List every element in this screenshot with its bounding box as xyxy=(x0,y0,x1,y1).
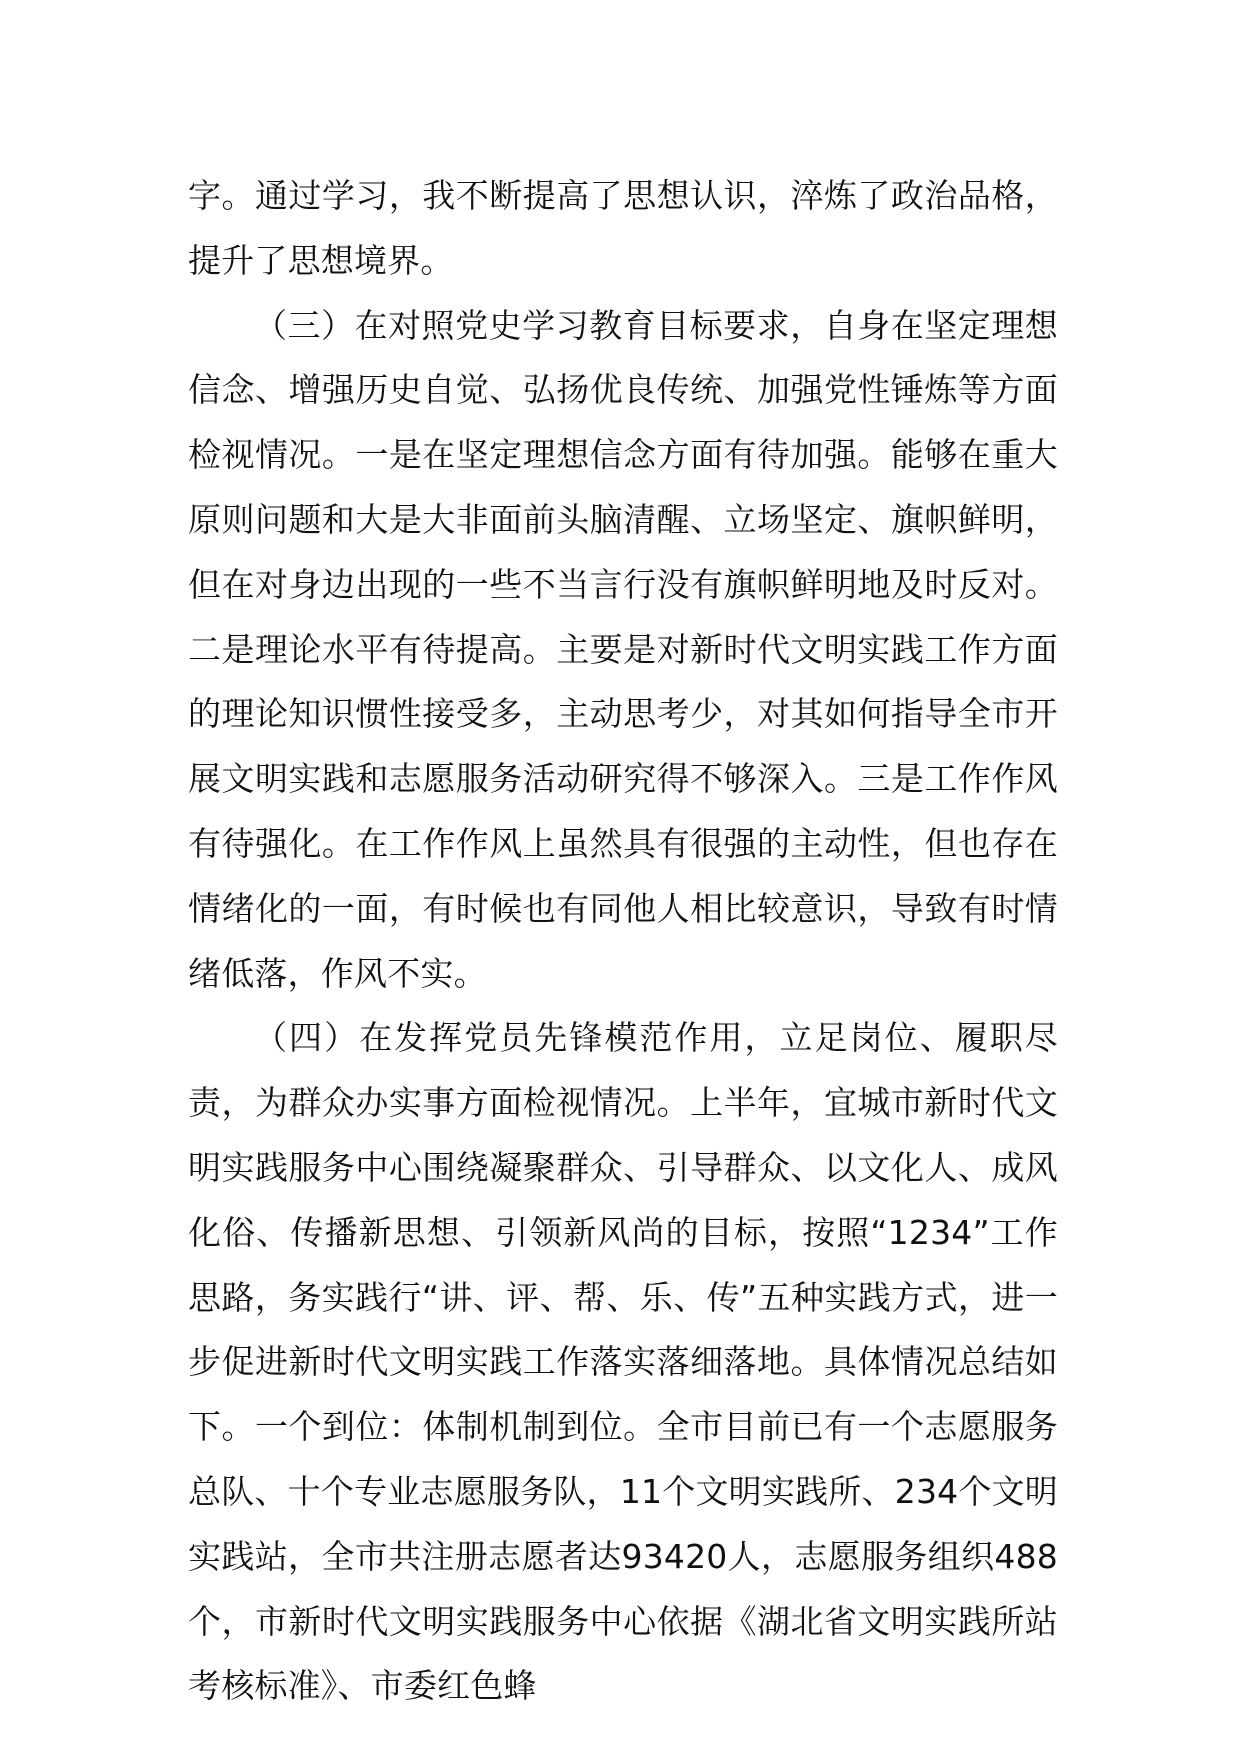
paragraph-continuation: 字。通过学习，我不断提高了思想认识，淬炼了政治品格，提升了思想境界。 xyxy=(188,176,1058,280)
paragraph-section-four: （四）在发挥党员先锋模范作用，立足岗位、履职尽责，为群众办实事方面检视情况。上半年，宜城市新时代文明实践服务中心围绕凝聚群众、引导群众、以文化人、成风化俗、传播新思想、引领新风尚的目标，按照“1234”工作思路，务实践行“讲、评、帮、乐、传”五种实践方式，进一步促进新时代文明实践工作落实落细落地。具体情况总结如下。一个到位：体制机制到位。全市目前已有一个志愿服务总队、十个专业志愿服务队，11个文明实践所、234个文明实践站，全市共注册志愿者达93420人，志愿服务组织488个，市新时代文明实践服务中心依据《湖北省文明实践所站考核标准》、市委红色蜂 xyxy=(188,1018,1058,1706)
document-body xyxy=(188,164,1058,1719)
paragraph-section-three: （三）在对照党史学习教育目标要求，自身在坚定理想信念、增强历史自觉、弘扬优良传统、加强党性锤炼等方面检视情况。一是在坚定理想信念方面有待加强。能够在重大原则问题和大是大非面前头脑清醒、立场坚定、旗帜鲜明，但在对身边出现的一些不当言行没有旗帜鲜明地及时反对。二是理论水平有待提高。主要是对新时代文明实践工作方面的理论知识惯性接受多，主动思考少，对其如何指导全市开展文明实践和志愿服务活动研究得不够深入。三是工作作风有待强化。在工作作风上虽然具有很强的主动性，但也存在情绪化的一面，有时候也有同他人相比较意识，导致有时情绪低落，作风不实。 xyxy=(188,305,1058,993)
